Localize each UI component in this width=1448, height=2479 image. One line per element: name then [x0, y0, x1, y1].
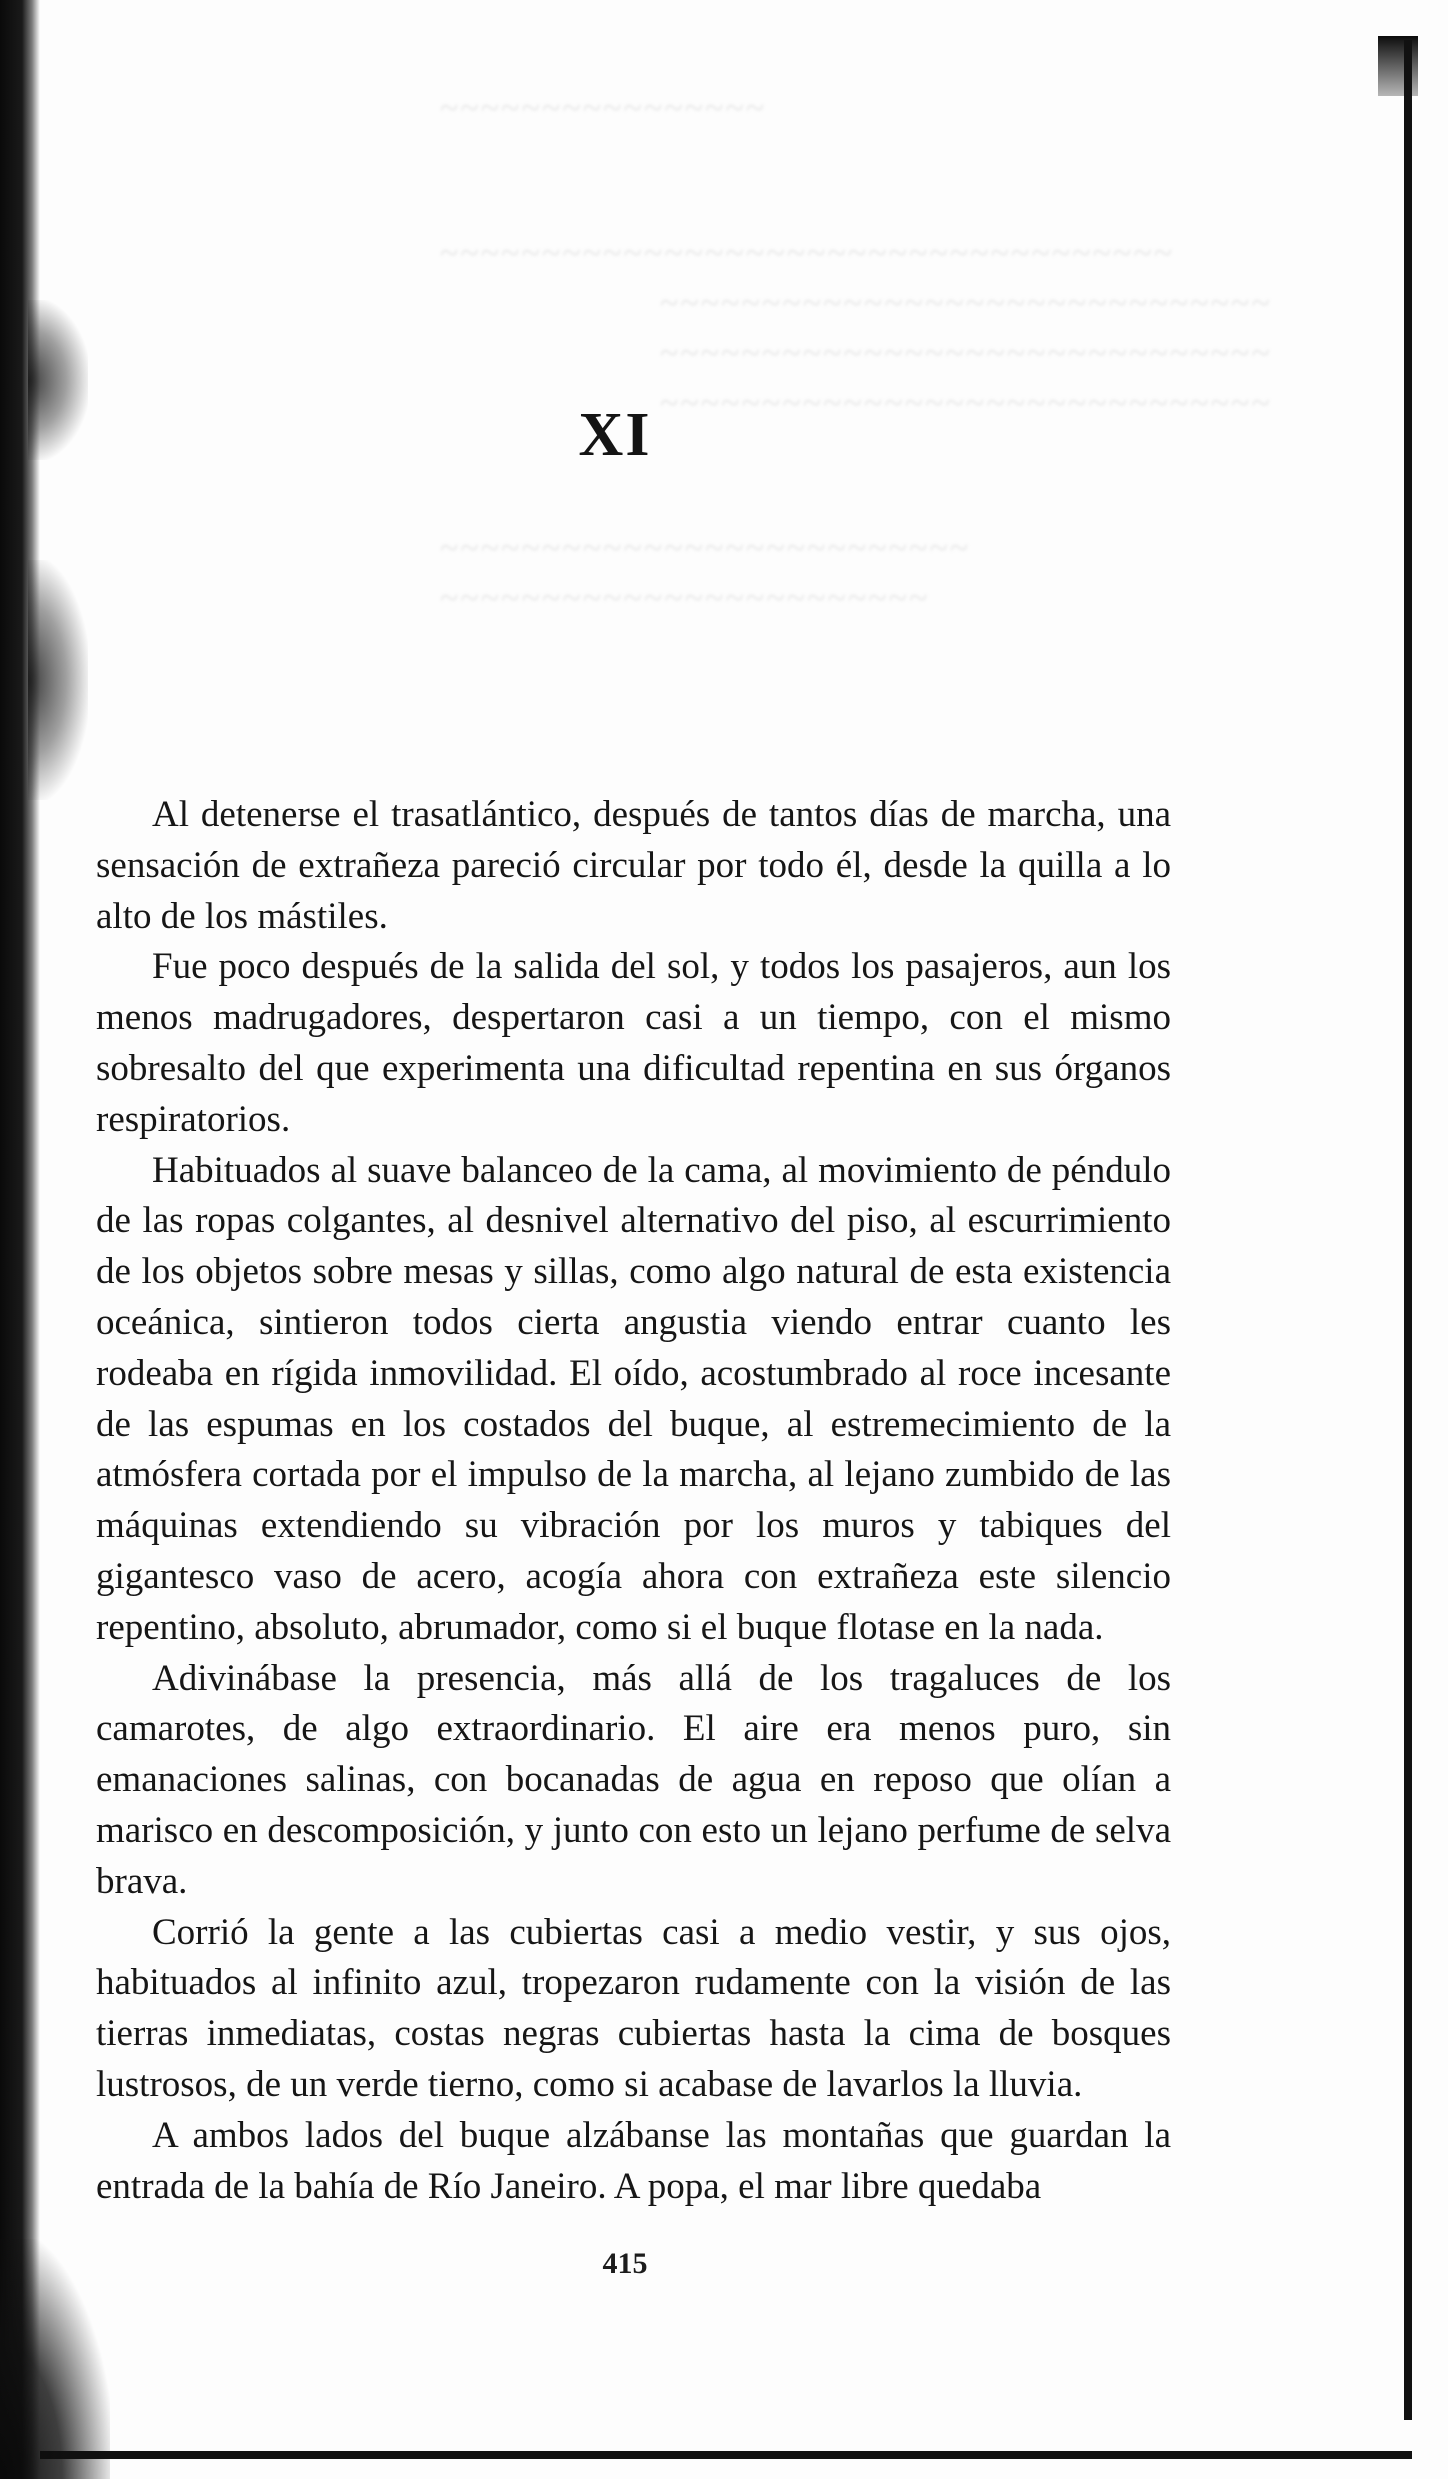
- page-edge-corner: [1378, 36, 1418, 96]
- paragraph: Adivinábase la presencia, más allá de los tragaluces de los camarotes, de algo extraordinario. El aire era menos puro, sin emanaciones salinas, con bocanadas de agua en reposo que olían a marisco en descomposición, y junto con esto un lejano perfume de selva brava.: [96, 1657, 1171, 1902]
- paragraph: A ambos lados del buque alzábanse las montañas que guardan la entrada de la bahía de Río Janeiro. A popa, el mar libre quedaba: [96, 2114, 1171, 2207]
- paragraph: Corrió la gente a las cubiertas casi a medio vestir, y sus ojos, habituados al infinito azul, tropezaron rudamente con la visión de las tierras inmediatas, costas negras cubiertas hasta la cima de bosques lustrosos, de un verde tierno, como si acabase de lavarlos la lluvia.: [96, 1911, 1171, 2105]
- show-through-noise: ~~~~~~~~~~~~~~~~~~~~~~~~~~~~~~: [660, 285, 1272, 322]
- page-number: 415: [602, 2247, 648, 2280]
- show-through-noise: ~~~~~~~~~~~~~~~~: [440, 90, 767, 127]
- show-through-noise: ~~~~~~~~~~~~~~~~~~~~~~~~~~~~~~~~~~~~: [440, 235, 1175, 272]
- show-through-noise: ~~~~~~~~~~~~~~~~~~~~~~~~~~~~~~: [660, 335, 1272, 372]
- paragraph: Habituados al suave balanceo de la cama, al movimiento de péndulo de las ropas colgantes, al desnivel alternativo del piso, al escurrimiento de los objetos sobre mesas y sillas, como algo natural de esta existencia oceánica, sintieron todos cierta angustia viendo entrar cuanto les rodeaba en rígida inmovilidad. El oído, acostumbrado al roce incesante de las espumas en los costados del buque, al estremecimiento de la atmósfera cortada por el impulso de la marcha, al lejano zumbido de las máquinas extendiendo su vibración por los muros y tabiques del gigantesco vaso de acero, acogía ahora con extrañeza este silencio repentino, absoluto, abrumador, como si el buque flotase en la nada.: [96, 1149, 1171, 1648]
- binding-blot: [28, 560, 88, 800]
- paragraph: Al detenerse el trasatlántico, después de tantos días de marcha, una sensación de extrañeza pareció circular por todo él, desde la quilla a lo alto de los mástiles.: [96, 794, 1171, 937]
- page-edge-bottom: [40, 2451, 1412, 2459]
- body-text: [96, 790, 1171, 2212]
- page-edge-right: [1404, 40, 1412, 2420]
- chapter-heading: XI: [578, 401, 652, 469]
- paragraph: Fue poco después de la salida del sol, y todos los pasajeros, aun los menos madrugadores, despertaron casi a un tiempo, con el mismo sobresalto del que experimenta una dificultad repentina en sus órganos respiratorios.: [96, 946, 1171, 1140]
- show-through-noise: ~~~~~~~~~~~~~~~~~~~~~~~~~~~~~~: [660, 385, 1272, 422]
- show-through-noise: ~~~~~~~~~~~~~~~~~~~~~~~~~~: [440, 530, 971, 567]
- show-through-noise: ~~~~~~~~~~~~~~~~~~~~~~~~: [440, 580, 930, 617]
